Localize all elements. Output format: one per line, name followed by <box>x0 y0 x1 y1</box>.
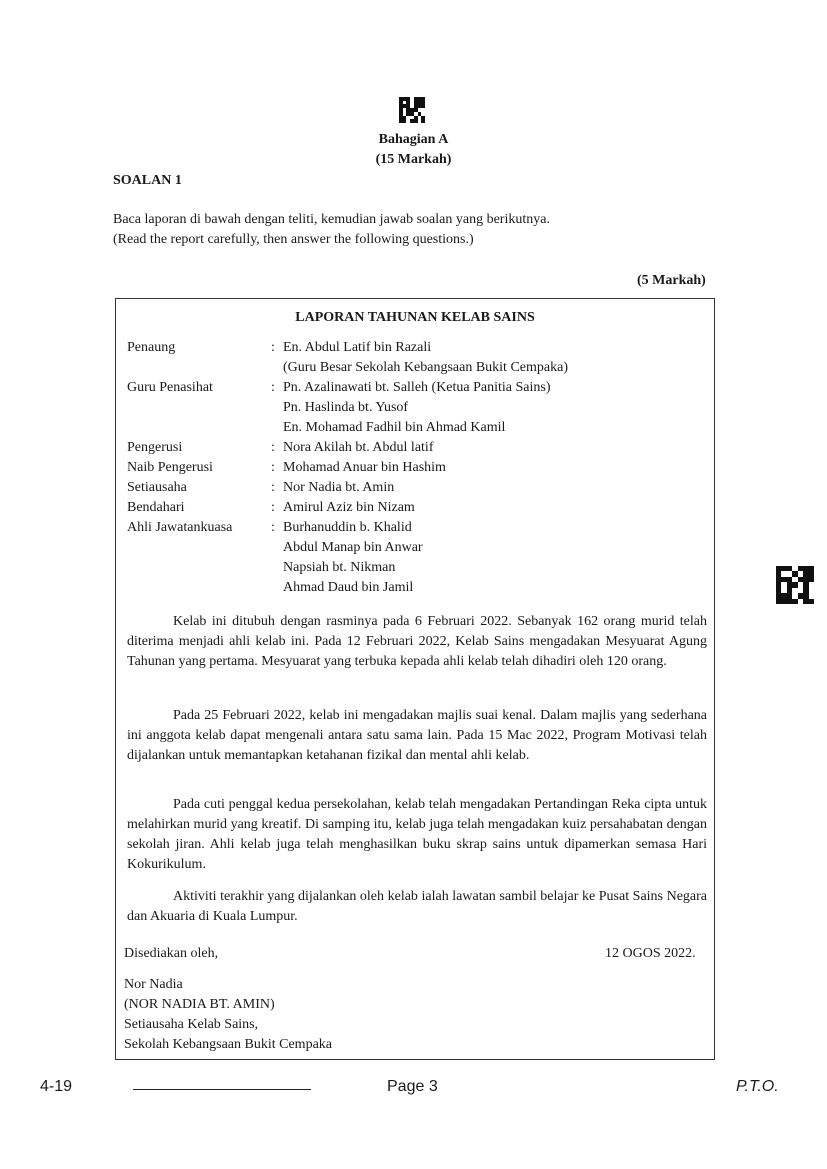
colon-separator: : <box>271 340 275 355</box>
colon-separator: : <box>271 500 275 515</box>
committee-member-name: Pn. Azalinawati bt. Salleh (Ketua Panitia Sains) <box>283 380 551 395</box>
instruction-malay: Baca laporan di bawah dengan teliti, kemudian jawab soalan yang berikutnya. <box>113 212 550 227</box>
committee-row <box>127 498 415 518</box>
committee-role: Ahli Jawatankuasa <box>127 520 233 535</box>
colon-separator: : <box>271 460 275 475</box>
committee-member-name: Ahmad Daud bin Jamil <box>283 580 414 595</box>
committee-member-name: En. Abdul Latif bin Razali <box>283 340 432 355</box>
committee-member-name: (Guru Besar Sekolah Kebangsaan Bukit Cempaka) <box>283 360 568 375</box>
colon-separator: : <box>271 440 275 455</box>
committee-member-name: Nora Akilah bt. Abdul latif <box>283 440 434 455</box>
committee-row <box>127 438 433 458</box>
footer-rule <box>133 1089 311 1090</box>
committee-member-name: En. Mohamad Fadhil bin Ahmad Kamil <box>283 420 506 435</box>
committee-member-name: Pn. Haslinda bt. Yusof <box>283 400 409 415</box>
signature-name: Nor Nadia <box>124 977 183 992</box>
prepared-by-label: Disediakan oleh, <box>124 946 219 961</box>
committee-row <box>127 518 412 538</box>
qr-code-top <box>399 97 425 123</box>
committee-role: Guru Penasihat <box>127 380 213 395</box>
committee-row <box>127 358 568 378</box>
report-paragraph-1: Kelab ini ditubuh dengan rasminya pada 6 Februari 2022. Sebanyak 162 orang murid telah diterima menjadi ahli kelab ini. Pada 12 Februari 2022, Kelab Sains mengadakan Mesyuarat Agung Tahunan yang pertama. Mesyuarat yang terbuka kepada ahli kelab telah dihadiri oleh 120 orang. <box>127 614 707 669</box>
question-marks: (5 Markah) <box>637 273 706 288</box>
committee-row <box>127 378 551 398</box>
section-heading: Bahagian A <box>378 132 449 147</box>
committee-row <box>127 478 394 498</box>
committee-row <box>127 418 505 438</box>
committee-row <box>127 558 395 578</box>
signature-full-name: (NOR NADIA BT. AMIN) <box>124 997 275 1012</box>
qr-code-side <box>776 566 814 604</box>
colon-separator: : <box>271 480 275 495</box>
committee-role: Pengerusi <box>127 440 183 455</box>
section-marks: (15 Markah) <box>375 152 452 167</box>
committee-role: Setiausaha <box>127 480 187 495</box>
committee-member-name: Nor Nadia bt. Amin <box>283 480 395 495</box>
committee-row <box>127 538 423 558</box>
committee-row <box>127 578 413 598</box>
colon-separator: : <box>271 380 275 395</box>
committee-row <box>127 398 408 418</box>
report-date: 12 OGOS 2022. <box>605 946 696 961</box>
report-paragraph-2: Pada 25 Februari 2022, kelab ini mengadakan majlis suai kenal. Dalam majlis yang sederhana ini anggota kelab dapat mengenali antara satu sama lain. Pada 15 Mac 2022, Program Motivasi telah dijalankan untuk memantapkan ketahanan fizikal dan mental ahli kelab. <box>127 708 707 763</box>
instruction-english: (Read the report carefully, then answer the following questions.) <box>113 232 474 247</box>
committee-row <box>127 338 431 358</box>
committee-member-name: Mohamad Anuar bin Hashim <box>283 460 446 475</box>
please-turn-over: P.T.O. <box>736 1078 779 1095</box>
report-paragraph-4: Aktiviti terakhir yang dijalankan oleh kelab ialah lawatan sambil belajar ke Pusat Sains Negara dan Akuaria di Kuala Lumpur. <box>127 889 707 924</box>
committee-role: Naib Pengerusi <box>127 460 213 475</box>
report-title: LAPORAN TAHUNAN KELAB SAINS <box>295 310 535 325</box>
committee-member-name: Amirul Aziz bin Nizam <box>283 500 415 515</box>
report-paragraph-3: Pada cuti penggal kedua persekolahan, kelab telah mengadakan Pertandingan Reka cipta untuk melahirkan murid yang kreatif. Di samping itu, kelab juga telah mengadakan kuiz persahabatan dengan sekolah jiran. Ahli kelab juga telah menghasilkan buku skrap sains untuk dipamerkan semasa Hari Kokurikulum. <box>127 797 707 872</box>
colon-separator: : <box>271 520 275 535</box>
qr-module <box>421 119 425 123</box>
page-number: Page 3 <box>387 1078 438 1095</box>
question-number: SOALAN 1 <box>113 173 182 188</box>
committee-role: Bendahari <box>127 500 185 515</box>
committee-member-name: Abdul Manap bin Anwar <box>283 540 423 555</box>
signature-school: Sekolah Kebangsaan Bukit Cempaka <box>124 1037 333 1052</box>
committee-row <box>127 458 446 478</box>
qr-module <box>809 599 814 604</box>
paper-code: 4-19 <box>40 1078 73 1095</box>
signature-title: Setiausaha Kelab Sains, <box>124 1017 259 1032</box>
committee-role: Penaung <box>127 340 176 355</box>
committee-member-name: Burhanuddin b. Khalid <box>283 520 412 535</box>
committee-member-name: Napsiah bt. Nikman <box>283 560 396 575</box>
